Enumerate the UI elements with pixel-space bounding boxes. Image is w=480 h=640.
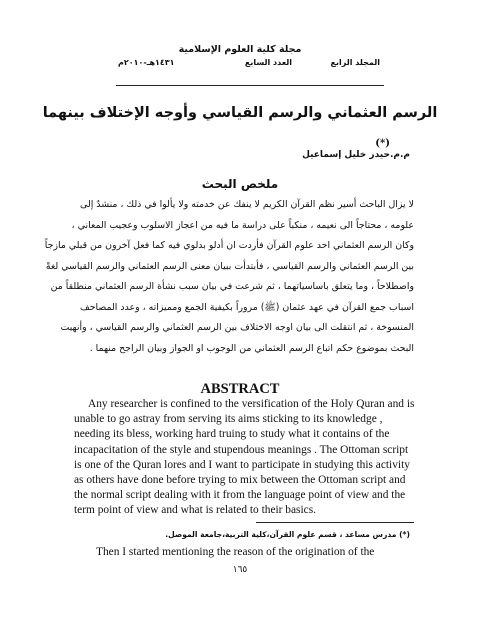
abstract-body	[74, 397, 420, 519]
volume-label: المجلد الرابع	[330, 58, 380, 67]
abstract-line: needing its bless, working hard truing to study what it contains of the	[74, 428, 390, 441]
arabic-line: بين الرسم العثماني والرسم القياسي ، فأبتدأت ببيان معنى الرسم العثماني والرسم القياسي لغةً	[45, 260, 414, 272]
arabic-line: علومه ، محتاجاً الى نعيمه ، منكباً على دراسة ما فيه من اعجاز الاسلوب وعجيب المعاني ،	[71, 219, 414, 231]
arabic-line: اسباب جمع القرآن في عهد عثمان (ﷺ) مروراً بكيفية الجمع ومميزاته ، وعدد المصاحف	[80, 301, 414, 313]
journal-header	[0, 44, 480, 67]
abstract-line: Any researcher is confined to the versification of the Holy Quran and is	[88, 398, 415, 410]
article-title: الرسم العثماني والرسم القياسي وأوجه الإختلاف بينهما	[42, 105, 438, 121]
abstract-line: is one of the Quran lores and I want to participate in studying this activity	[74, 458, 410, 471]
abstract-line: term point of view and what is related to their basics.	[74, 504, 316, 517]
author-name: م.م.حيدر خليل إسماعيل	[302, 150, 410, 160]
arabic-summary-heading: ملخص البحث	[201, 177, 279, 191]
journal-title: مجلة كلية العلوم الإسلامية	[178, 44, 302, 55]
abstract-line: unable to go astray from serving its aims sticking to its knowledge ,	[74, 413, 383, 426]
issue-label: العدد السابع	[244, 58, 292, 67]
page-number: ١٦٥	[232, 565, 248, 575]
abstract-line: incapacitation of the style and stupendous meanings . The Ottoman script	[74, 443, 409, 456]
header-divider	[116, 85, 384, 86]
arabic-summary-body	[44, 195, 414, 359]
abstract-heading: ABSTRACT	[200, 381, 280, 397]
author-footnote: (*) مدرس مساعد ، قسم علوم القرآن،كلية التربية،جامعة الموصل.	[165, 530, 410, 539]
continuation-text: Then I started mentioning the reason of the origination of the	[96, 546, 375, 558]
issue-info	[118, 58, 380, 70]
arabic-line: البحث بموضوع حكم اتباع الرسم العثماني من الوجوب او الجواز وبيان الراجح منهما .	[89, 342, 414, 354]
arabic-line: واصطلاحاً ، وما يتعلق باساسياتهما ، ثم شرعت في بيان سبب نشأة الرسم العثماني منطلقاً من	[50, 281, 414, 292]
footnote-divider	[256, 522, 414, 523]
author-footnote-mark: (*)	[375, 138, 390, 149]
arabic-line: وكان الرسم العثماني احد علوم القرآن فأردت ان أدلو بدلوي فيه كما فعل آخرون من قبلي مازجاً	[44, 240, 414, 251]
arabic-line: المنسوخة ، ثم انتقلت الى بيان اوجه الاختلاف بين الرسم العثماني والرسم القياسي ، وأنهيت	[60, 322, 414, 333]
abstract-line: as others have done before trying to mix between the Ottoman script and	[74, 474, 406, 487]
abstract-line: the normal script dealing with it from the language point of view and the	[74, 489, 406, 502]
arabic-line: لا يزال الباحث أسير نظم القرآن الكريم لا ينفك عن خدمته ولا يألوا في ذلك ، منشدٌ إلى	[80, 199, 414, 210]
year-label: ١٤٣١هـ-٢٠١٠م	[118, 58, 175, 67]
